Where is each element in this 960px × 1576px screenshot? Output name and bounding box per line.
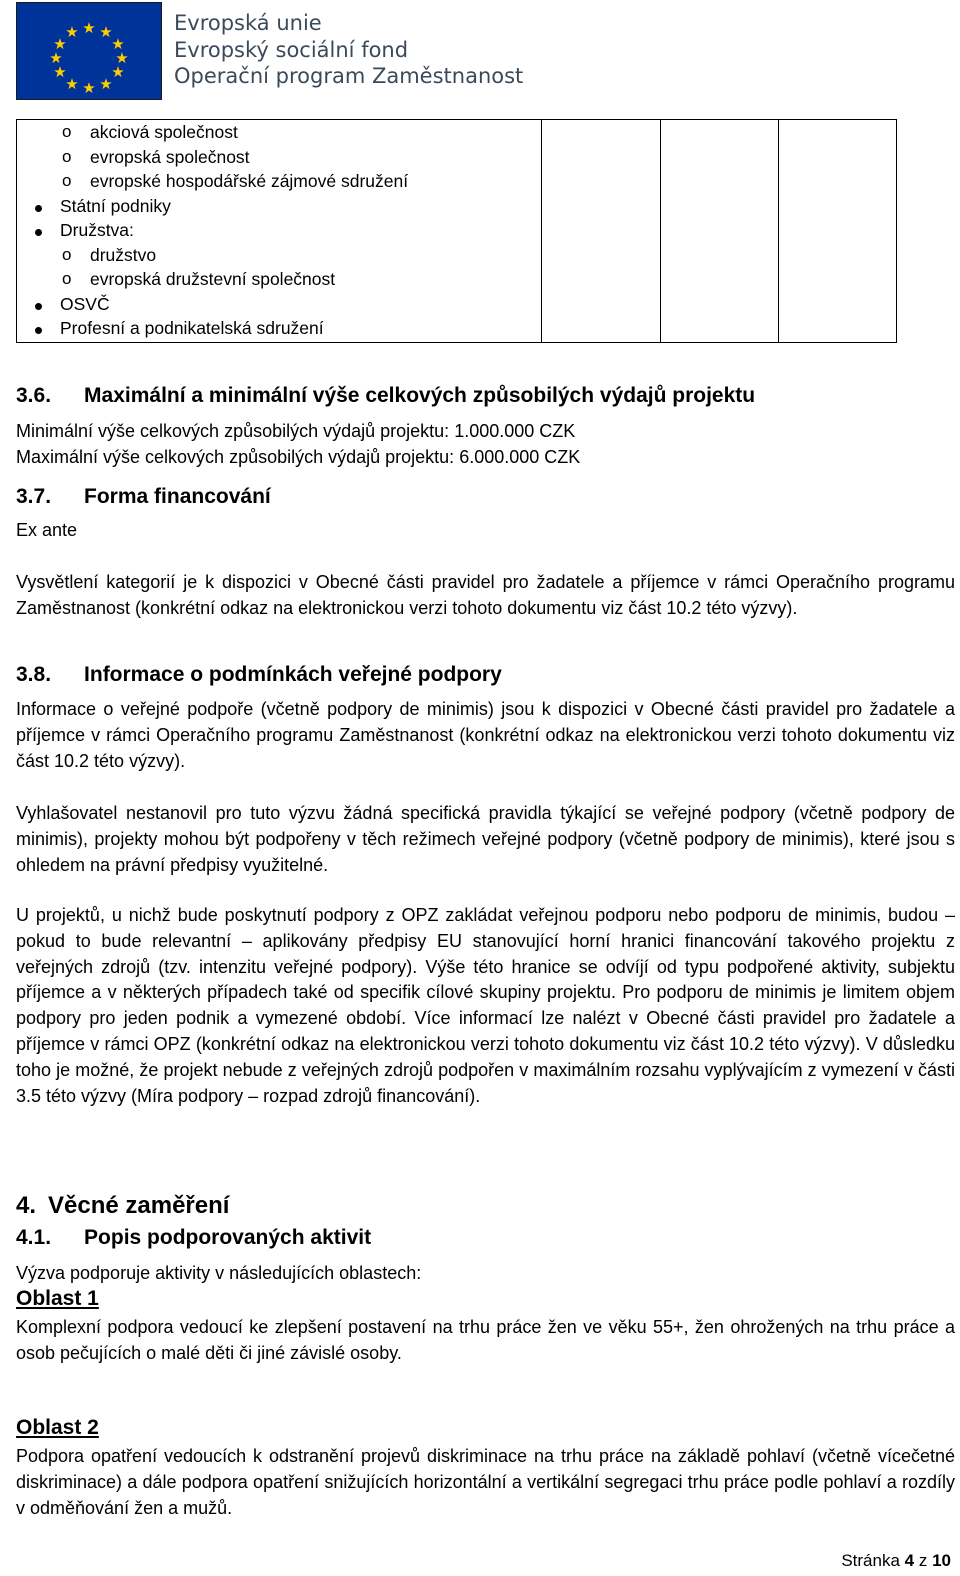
financing-form-value: Ex ante (16, 520, 78, 540)
list-item-text: evropské hospodářské zájmové sdružení (90, 171, 409, 191)
list-item-text: evropská družstevní společnost (90, 269, 336, 289)
table-cell (778, 120, 896, 343)
paragraph: U projektů, u nichž bude poskytnutí podpory z OPZ zakládat veřejnou podporu nebo podporu de minimis, budou – pokud to bude relevantní – aplikovány předpisy EU stanovující horní hranici financování takového projektu z veřejných zdrojů (tzv. intenzitu veřejné podpory). Výše této hranice se odvíjí od typu podpořené aktivity, subjektu příjemce a v některých případech také od specifik cílové skupiny projektu. Pro podporu de minimis je limitem objem podpory pro jeden podnik a vymezené období. Více informací lze nalézt v Obecné části pravidel pro žadatele a příjemce v rámci OPZ (konkrétní odkaz na elektronickou verzi tohoto dokumentu viz část 10.2 této výzvy). V důsledku toho je možné, že projekt nebude z veřejných zdrojů podpořen v maximálním rozsahu vyplývajícím z vymezení v části 3.5 této výzvy (Míra podpory – rozpad zdrojů financování). (16, 905, 955, 1106)
heading-title: Forma financování (84, 485, 271, 508)
heading-number: 3.7. (16, 485, 52, 508)
heading-3-8 (16, 663, 502, 687)
circle-bullet-icon: o (62, 269, 72, 288)
table-cell (542, 120, 661, 343)
heading-title: Informace o podmínkách veřejné podpory (84, 663, 502, 686)
list-item-text: OSVČ (60, 293, 110, 314)
list-item-text: akciová společnost (90, 122, 238, 142)
heading-3-7 (16, 485, 271, 509)
table-cell (661, 120, 778, 343)
svg-text:★: ★ (65, 76, 79, 93)
svg-text:★: ★ (111, 64, 125, 81)
bullet-icon (35, 194, 42, 219)
circle-bullet-icon: o (62, 146, 72, 166)
page-label: Stránka (841, 1551, 900, 1570)
svg-text:★: ★ (49, 50, 63, 67)
logo-line-2: Evropský sociální fond (174, 37, 409, 62)
heading-title: Maximální a minimální výše celkových způsobilých výdajů projektu (84, 384, 756, 407)
eu-flag-logo (16, 2, 162, 100)
list-item-text: Profesní a podnikatelská sdružení (60, 318, 324, 338)
bullet-icon (35, 218, 42, 243)
svg-text:★: ★ (99, 24, 113, 41)
min-expenses: Minimální výše celkových způsobilých výdajů projektu: 1.000.000 CZK (16, 421, 576, 441)
heading-number: 4.1. (16, 1226, 52, 1249)
list-item-text: evropská společnost (90, 146, 250, 167)
max-expenses: Maximální výše celkových způsobilých výdajů projektu: 6.000.000 CZK (16, 447, 581, 467)
heading-3-6 (16, 384, 755, 408)
heading-4-1 (16, 1226, 371, 1250)
area-2-text: Podpora opatření vedoucích k odstranění projevů diskriminace na trhu práce na základě pohlaví (včetně vícečetné diskriminace) a dále podpora opatření snižujících horizontální a vertikální segregaci trhu práce podle pohlaví a rozdíly v odměňování žen a mužů. (16, 1446, 955, 1518)
logo-text (174, 10, 523, 90)
circle-bullet-icon: o (62, 171, 72, 190)
current-page: 4 (904, 1551, 915, 1570)
paragraph: Vyhlašovatel nestanovil pro tuto výzvu žádná specifická pravidla týkající se veřejné podpory (včetně podpory de minimis), projekty mohou být podpořeny v těch režimech veřejné podpory (včetně podpory de minimis), které jsou s ohledem na právní předpisy využitelné. (16, 803, 955, 875)
area-1-title: Oblast 1 (16, 1287, 99, 1310)
list-item-text: Družstva: (60, 220, 134, 240)
heading-title: Věcné zaměření (48, 1192, 230, 1219)
bullet-icon (35, 316, 42, 341)
heading-number: 4. (16, 1192, 37, 1219)
svg-text:★: ★ (115, 50, 129, 67)
paragraph: Vysvětlení kategorií je k dispozici v Obecné části pravidel pro žadatele a příjemce v rámci Operačního programu Zaměstnanost (konkrétní odkaz na elektronickou verzi tohoto dokumentu viz část 10.2 této výzvy). (16, 572, 955, 618)
circle-bullet-icon: o (62, 122, 72, 141)
heading-number: 3.6. (16, 384, 52, 407)
svg-text:★: ★ (99, 76, 113, 93)
heading-4 (16, 1192, 229, 1220)
svg-text:★: ★ (65, 24, 79, 41)
heading-title: Popis podporovaných aktivit (84, 1226, 372, 1249)
circle-bullet-icon: o (62, 244, 72, 264)
page-separator: z (918, 1551, 928, 1570)
logo-line-3: Operační program Zaměstnanost (174, 64, 524, 88)
list-item-text: družstvo (90, 244, 157, 265)
total-pages: 10 (932, 1551, 951, 1570)
svg-text:★: ★ (53, 64, 67, 81)
list-item-text: Státní podniky (60, 195, 171, 216)
paragraph: Informace o veřejné podpoře (včetně podpory de minimis) jsou k dispozici v Obecné části pravidel pro žadatele a příjemce v rámci Operačního programu Zaměstnanost (konkrétní odkaz na elektronickou verzi tohoto dokumentu viz část 10.2 této výzvy). (16, 699, 955, 771)
eu-stars-icon (49, 20, 128, 97)
heading-number: 3.8. (16, 663, 52, 686)
activities-intro: Výzva podporuje aktivity v následujících oblastech: (16, 1263, 422, 1283)
svg-text:★: ★ (82, 80, 96, 97)
bullet-icon (35, 292, 42, 317)
page-number (841, 1551, 951, 1571)
area-2-title: Oblast 2 (16, 1416, 99, 1439)
svg-text:★: ★ (53, 36, 67, 53)
area-1-text: Komplexní podpora vedoucí ke zlepšení postavení na trhu práce žen ve věku 55+, žen ohrožených na trhu práce a osob pečujících o malé děti či jiné závislé osoby. (16, 1317, 955, 1363)
logo-line-1: Evropská unie (174, 11, 322, 35)
svg-text:★: ★ (82, 20, 96, 37)
svg-text:★: ★ (111, 36, 125, 53)
